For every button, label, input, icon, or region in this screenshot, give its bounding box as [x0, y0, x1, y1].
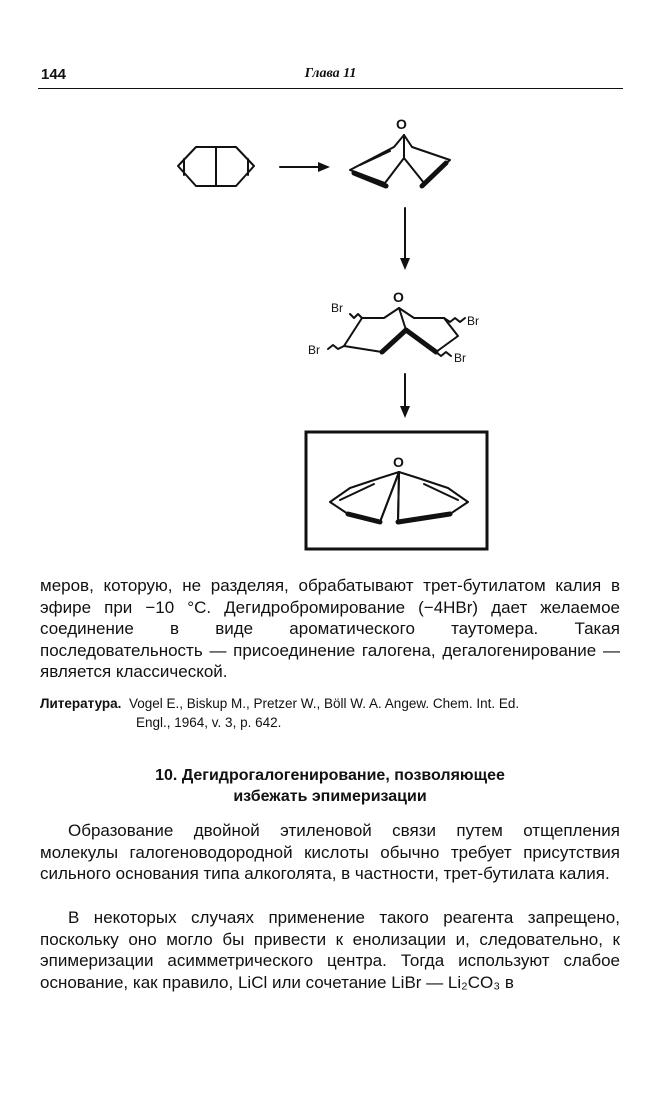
reaction-arrow-down-2 — [400, 374, 410, 418]
paragraph-3: В некоторых случаях применение такого реагента запрещено, поскольку оно могло бы привести к енолизации и, следовательно, к эпимеризации асимметрического центра. Тогда используют слабое основание, как правило, LiCl или сочетание LiBr — Li₂CO₃ в — [40, 908, 620, 992]
section-heading-line-2: избежать эпимеризации — [233, 788, 427, 805]
oxygen-label: O — [393, 289, 404, 305]
bromine-label: Br — [308, 343, 320, 357]
section-heading — [40, 765, 620, 807]
epoxide-intermediate-structure — [350, 116, 450, 186]
bromine-label: Br — [467, 314, 479, 328]
reaction-arrow-down-1 — [400, 208, 410, 270]
tetrabromide-structure — [308, 289, 479, 365]
oxygen-label: O — [393, 454, 404, 470]
bromine-label: Br — [331, 301, 343, 315]
paragraph-2: Образование двойной этиленовой связи путем отщепления молекулы галогеноводородной кислоты обычно требует присутствия сильного основания типа алкоголята, в частности, трет-бутилата калия. — [40, 821, 620, 883]
references-label: Литература. — [40, 696, 122, 711]
reaction-arrow-right — [280, 162, 330, 172]
tetrahydronaphthalene-structure — [178, 147, 254, 186]
paragraph-1: меров, которую, не разделяя, обрабатывают трет-бутилатом калия в эфире при −10 °С. Дегидробромирование (−4HBr) дает желаемое соединение в виде ароматического таутомера. Такая последовательность — присоединение галогена, дегалогенирование — является классической. — [40, 576, 620, 681]
bromine-label: Br — [454, 351, 466, 365]
reference-line-1: Vogel E., Biskup M., Pretzer W., Böll W. A. Angew. Chem. Int. Ed. — [128, 696, 520, 711]
product-box — [306, 432, 487, 549]
oxygen-label: O — [396, 116, 407, 132]
section-heading-line-1: 10. Дегидрогалогенирование, позволяющее — [155, 767, 505, 784]
reference-line-2: Engl., 1964, v. 3, p. 642. — [136, 715, 282, 730]
chapter-title: Глава 11 — [304, 66, 357, 81]
references — [40, 694, 620, 732]
page-number: 144 — [41, 66, 67, 83]
